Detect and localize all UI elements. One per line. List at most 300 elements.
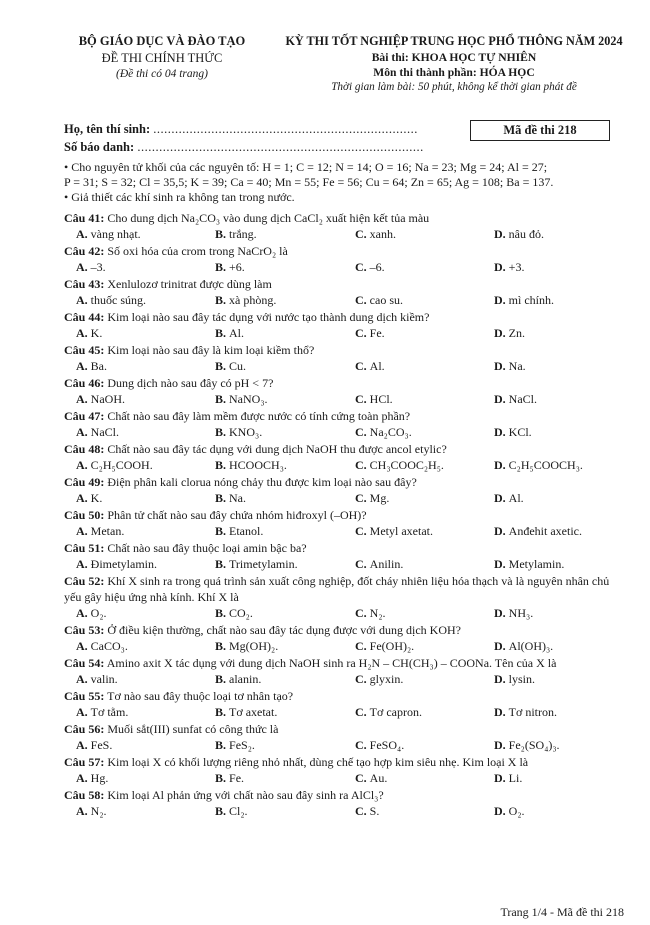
option-b	[215, 424, 262, 441]
option-letter: C.	[355, 804, 370, 818]
option-letter: D.	[494, 491, 509, 505]
official-label: ĐỀ THI CHÍNH THỨC	[101, 51, 223, 65]
option-text: NaCl.	[90, 425, 120, 439]
option-a	[76, 259, 106, 276]
answer-options	[64, 803, 624, 820]
answer-options	[64, 704, 624, 721]
option-d	[494, 523, 582, 540]
option-text: +6.	[229, 260, 245, 274]
option-letter: B.	[215, 326, 230, 340]
option-text: O₂.	[508, 804, 525, 818]
option-a	[76, 457, 153, 474]
question-stem	[64, 342, 624, 358]
option-letter: B.	[215, 606, 230, 620]
option-letter: D.	[494, 392, 509, 406]
option-text: Na.	[508, 359, 526, 373]
option-letter: D.	[494, 359, 509, 373]
option-text: Anilin.	[369, 557, 404, 571]
answer-options	[64, 671, 624, 688]
option-a	[76, 638, 128, 655]
question-number: Câu 41:	[64, 211, 105, 225]
option-text: cao su.	[369, 293, 403, 307]
question-number: Câu 49:	[64, 475, 105, 489]
question-stem	[64, 408, 624, 424]
answer-options	[64, 457, 624, 474]
option-text: Au.	[369, 771, 388, 785]
option-letter: B.	[215, 359, 230, 373]
question-43	[64, 276, 624, 309]
question-45	[64, 342, 624, 375]
option-letter: D.	[494, 804, 509, 818]
option-letter: A.	[76, 326, 91, 340]
option-a	[76, 424, 119, 441]
option-a	[76, 671, 118, 688]
option-letter: B.	[215, 392, 230, 406]
option-text: Tơ axetat.	[229, 705, 278, 719]
page-footer: Trang 1/4 - Mã đề thi 218	[500, 905, 624, 919]
option-letter: C.	[355, 639, 370, 653]
option-a	[76, 325, 102, 342]
question-number: Câu 55:	[64, 689, 105, 703]
question-stem	[64, 540, 624, 556]
option-text: K.	[90, 491, 103, 505]
option-letter: C.	[355, 606, 370, 620]
option-c	[355, 638, 414, 655]
question-52	[64, 573, 624, 622]
question-number: Câu 45:	[64, 343, 105, 357]
option-text: Na₂CO₃.	[369, 425, 412, 439]
question-text: Kim loại X có khối lượng riêng nhỏ nhất, dùng chế tạo hợp kim siêu nhẹ. Kim loại X là	[107, 755, 529, 769]
option-letter: A.	[76, 293, 91, 307]
exam-title: KỲ THI TỐT NGHIỆP TRUNG HỌC PHỔ THÔNG NĂM 2024	[285, 34, 623, 48]
question-stem	[64, 276, 624, 292]
question-number: Câu 57:	[64, 755, 105, 769]
question-number: Câu 42:	[64, 244, 105, 258]
question-stem	[64, 754, 624, 770]
option-text: NaCl.	[508, 392, 538, 406]
option-letter: D.	[494, 738, 509, 752]
option-b	[215, 259, 245, 276]
answer-options	[64, 391, 624, 408]
option-text: CaCO₃.	[90, 639, 128, 653]
option-text: NH₃.	[508, 606, 534, 620]
option-text: valin.	[90, 672, 118, 686]
question-56	[64, 721, 624, 754]
option-c	[355, 671, 403, 688]
subject-title: Môn thi thành phần: HÓA HỌC	[373, 66, 535, 79]
option-letter: A.	[76, 738, 91, 752]
option-d	[494, 490, 524, 507]
header-right	[272, 34, 636, 93]
option-a	[76, 605, 107, 622]
option-c	[355, 259, 385, 276]
option-letter: A.	[76, 606, 91, 620]
option-letter: C.	[355, 557, 370, 571]
question-number: Câu 53:	[64, 623, 105, 637]
option-text: Đimetylamin.	[90, 557, 157, 571]
question-49	[64, 474, 624, 507]
option-text: lysin.	[508, 672, 536, 686]
option-letter: B.	[215, 672, 230, 686]
question-text: Tơ nào sau đây thuộc loại tơ nhân tạo?	[107, 689, 294, 703]
option-b	[215, 556, 298, 573]
option-letter: A.	[76, 359, 91, 373]
option-d	[494, 457, 583, 474]
option-letter: C.	[355, 524, 370, 538]
option-b	[215, 737, 255, 754]
option-letter: B.	[215, 557, 230, 571]
question-50	[64, 507, 624, 540]
atomic-mass-note-2: P = 31; S = 32; Cl = 35,5; K = 39; Ca = 40; Mn = 55; Fe = 56; Cu = 64; Zn = 65; Ag = 108; Ba = 137.	[64, 175, 554, 189]
option-letter: B.	[215, 458, 230, 472]
option-text: N₂.	[90, 804, 107, 818]
option-letter: C.	[355, 458, 370, 472]
question-text: Phân tử chất nào sau đây chứa nhóm hiđroxyl (–OH)?	[107, 508, 367, 522]
option-letter: B.	[215, 260, 230, 274]
option-letter: A.	[76, 392, 91, 406]
option-letter: B.	[215, 639, 230, 653]
option-text: C₂H₅COOH.	[90, 458, 153, 472]
option-text: NaOH.	[90, 392, 125, 406]
question-text: Dung dịch nào sau đây có pH < 7?	[107, 376, 274, 390]
option-letter: A.	[76, 425, 91, 439]
option-text: HCl.	[369, 392, 393, 406]
option-c	[355, 523, 433, 540]
answer-options	[64, 638, 624, 655]
option-letter: D.	[494, 606, 509, 620]
name-field: .........................................................................	[153, 122, 418, 136]
header-left	[62, 34, 262, 80]
option-text: Ba.	[90, 359, 108, 373]
option-b	[215, 292, 276, 309]
option-c	[355, 490, 389, 507]
option-b	[215, 226, 257, 243]
question-number: Câu 58:	[64, 788, 105, 802]
gas-note: • Giả thiết các khí sinh ra không tan trong nước.	[64, 190, 295, 204]
option-letter: A.	[76, 491, 91, 505]
option-letter: D.	[494, 705, 509, 719]
option-d	[494, 325, 525, 342]
question-text: Kim loại nào sau đây tác dụng với nước tạo thành dung dịch kiềm?	[107, 310, 430, 324]
option-text: –3.	[90, 260, 106, 274]
option-text: O₂.	[90, 606, 107, 620]
option-text: Metylamin.	[508, 557, 565, 571]
option-b	[215, 391, 268, 408]
option-c	[355, 737, 404, 754]
question-51	[64, 540, 624, 573]
option-letter: C.	[355, 326, 370, 340]
option-c	[355, 391, 393, 408]
option-text: +3.	[508, 260, 525, 274]
option-letter: D.	[494, 227, 509, 241]
option-b	[215, 803, 248, 820]
option-letter: C.	[355, 359, 370, 373]
question-stem	[64, 787, 624, 803]
option-d	[494, 803, 525, 820]
question-stem	[64, 309, 624, 325]
option-text: N₂.	[369, 606, 386, 620]
option-d	[494, 638, 553, 655]
option-text: Al.	[508, 491, 524, 505]
option-letter: D.	[494, 293, 509, 307]
option-b	[215, 358, 246, 375]
answer-options	[64, 424, 624, 441]
question-text: Kim loại nào sau đây là kim loại kiềm thổ?	[107, 343, 315, 357]
question-stem	[64, 210, 624, 226]
candidate-info	[64, 120, 424, 156]
option-letter: B.	[215, 804, 230, 818]
option-letter: A.	[76, 672, 91, 686]
option-letter: C.	[355, 771, 370, 785]
option-letter: B.	[215, 738, 230, 752]
answer-options	[64, 226, 624, 243]
option-c	[355, 770, 387, 787]
option-letter: D.	[494, 771, 509, 785]
question-number: Câu 51:	[64, 541, 105, 555]
option-b	[215, 490, 246, 507]
question-text: Khí X sinh ra trong quá trình sản xuất công nghiệp, đốt cháy nhiên liệu hóa thạch và là nguyên nhân chủ yếu gây hiệu ứng nhà kính. Khí X là	[64, 574, 610, 604]
option-d	[494, 605, 533, 622]
option-text: NaNO₃.	[229, 392, 268, 406]
option-letter: D.	[494, 672, 509, 686]
option-text: CH₃COOC₂H₅.	[369, 458, 444, 472]
id-field: ...............................................................................	[137, 140, 424, 154]
question-list	[64, 210, 624, 820]
option-text: Tơ tằm.	[90, 705, 129, 719]
question-42	[64, 243, 624, 276]
option-a	[76, 391, 125, 408]
answer-options	[64, 770, 624, 787]
option-text: Al(OH)₃.	[508, 639, 554, 653]
question-53	[64, 622, 624, 655]
option-c	[355, 605, 386, 622]
option-text: KNO₃.	[229, 425, 263, 439]
option-text: Al.	[369, 359, 385, 373]
option-text: Li.	[508, 771, 523, 785]
option-text: Trimetylamin.	[229, 557, 298, 571]
question-text: Muối sắt(III) sunfat có công thức là	[107, 722, 279, 736]
option-text: Al.	[229, 326, 245, 340]
option-letter: B.	[215, 524, 230, 538]
option-letter: A.	[76, 227, 91, 241]
option-letter: D.	[494, 326, 509, 340]
option-text: Fe₂(SO₄)₃.	[508, 738, 560, 752]
option-b	[215, 770, 244, 787]
option-text: trắng.	[229, 227, 257, 241]
question-number: Câu 48:	[64, 442, 105, 456]
option-b	[215, 457, 287, 474]
option-text: vàng nhạt.	[90, 227, 141, 241]
option-b	[215, 523, 263, 540]
question-stem	[64, 375, 624, 391]
option-c	[355, 424, 412, 441]
option-c	[355, 704, 422, 721]
question-text: Amino axit X tác dụng với dung dịch NaOH sinh ra H₂N – CH(CH₃) – COONa. Tên của X là	[106, 656, 557, 670]
option-letter: B.	[215, 491, 230, 505]
answer-options	[64, 259, 624, 276]
option-text: xanh.	[369, 227, 396, 241]
option-d	[494, 292, 554, 309]
question-stem	[64, 507, 624, 523]
option-text: Mg(OH)₂.	[229, 639, 279, 653]
option-text: –6.	[369, 260, 385, 274]
option-a	[76, 226, 141, 243]
question-stem	[64, 721, 624, 737]
option-text: HCOOCH₃.	[229, 458, 287, 472]
question-54	[64, 655, 624, 688]
question-number: Câu 46:	[64, 376, 105, 390]
option-letter: C.	[355, 491, 370, 505]
option-a	[76, 803, 107, 820]
question-stem	[64, 474, 624, 490]
option-text: FeS₂.	[229, 738, 255, 752]
option-c	[355, 292, 403, 309]
option-a	[76, 523, 124, 540]
question-47	[64, 408, 624, 441]
answer-options	[64, 358, 624, 375]
question-58	[64, 787, 624, 820]
notes	[64, 160, 624, 205]
option-letter: D.	[494, 524, 509, 538]
option-a	[76, 490, 102, 507]
option-a	[76, 770, 108, 787]
option-text: Na.	[229, 491, 247, 505]
option-text: Etanol.	[229, 524, 264, 538]
option-c	[355, 358, 385, 375]
id-label: Số báo danh:	[64, 140, 135, 154]
option-letter: D.	[494, 458, 509, 472]
atomic-mass-note-1: • Cho nguyên tử khối của các nguyên tố: H = 1; C = 12; N = 14; O = 16; Na = 23; Mg = 24; Al = 27;	[64, 160, 548, 174]
option-letter: B.	[215, 425, 230, 439]
option-d	[494, 358, 526, 375]
option-text: Hg.	[90, 771, 109, 785]
question-number: Câu 47:	[64, 409, 105, 423]
question-stem	[64, 688, 624, 704]
question-text: Cho dung dịch Na₂CO₃ vào dung dịch CaCl₂ xuất hiện kết tủa màu	[107, 211, 430, 225]
option-letter: D.	[494, 557, 509, 571]
ministry-title: BỘ GIÁO DỤC VÀ ĐÀO TẠO	[78, 34, 246, 48]
option-letter: D.	[494, 425, 509, 439]
option-text: FeSO₄.	[369, 738, 405, 752]
option-a	[76, 704, 128, 721]
option-b	[215, 638, 278, 655]
question-number: Câu 50:	[64, 508, 105, 522]
option-text: Fe.	[369, 326, 385, 340]
option-text: Zn.	[508, 326, 526, 340]
option-text: Tơ nitron.	[508, 705, 558, 719]
answer-options	[64, 605, 624, 622]
question-stem	[64, 441, 624, 457]
question-text: Ở điều kiện thường, chất nào sau đây tác dụng được với dung dịch KOH?	[107, 623, 461, 637]
option-letter: B.	[215, 293, 230, 307]
option-letter: C.	[355, 672, 370, 686]
exam-code-box: Mã đề thi 218	[470, 120, 610, 141]
question-stem	[64, 243, 624, 259]
question-number: Câu 56:	[64, 722, 105, 736]
option-letter: A.	[76, 639, 91, 653]
option-text: Metyl axetat.	[369, 524, 433, 538]
question-number: Câu 43:	[64, 277, 105, 291]
option-letter: A.	[76, 260, 91, 274]
option-text: K.	[90, 326, 103, 340]
option-letter: C.	[355, 738, 370, 752]
question-number: Câu 52:	[64, 574, 105, 588]
option-text: alanin.	[229, 672, 262, 686]
page-count-note: (Đề thi có 04 trang)	[116, 68, 208, 80]
answer-options	[64, 737, 624, 754]
option-text: KCl.	[508, 425, 532, 439]
option-text: glyxin.	[369, 672, 404, 686]
option-text: S.	[369, 804, 380, 818]
answer-options	[64, 325, 624, 342]
question-text: Chất nào sau đây tác dụng với dung dịch NaOH thu được ancol etylic?	[107, 442, 447, 456]
option-d	[494, 424, 532, 441]
option-text: Fe.	[229, 771, 245, 785]
option-c	[355, 226, 396, 243]
option-b	[215, 671, 261, 688]
option-letter: A.	[76, 524, 91, 538]
option-letter: B.	[215, 227, 230, 241]
answer-options	[64, 292, 624, 309]
option-letter: A.	[76, 458, 91, 472]
question-text: Điện phân kali clorua nóng chảy thu được kim loại nào sau đây?	[107, 475, 417, 489]
section-title: Bài thi: KHOA HỌC TỰ NHIÊN	[371, 51, 537, 64]
question-stem	[64, 655, 624, 671]
option-letter: C.	[355, 227, 370, 241]
option-letter: C.	[355, 260, 370, 274]
option-text: Fe(OH)₂.	[369, 639, 415, 653]
answer-options	[64, 490, 624, 507]
option-text: C₂H₅COOCH₃.	[508, 458, 583, 472]
option-d	[494, 704, 557, 721]
option-letter: A.	[76, 705, 91, 719]
option-d	[494, 770, 522, 787]
option-letter: B.	[215, 771, 230, 785]
question-text: Chất nào sau đây thuộc loại amin bậc ba?	[107, 541, 307, 555]
question-text: Xenlulozơ trinitrat được dùng làm	[107, 277, 272, 291]
name-label: Họ, tên thí sinh:	[64, 122, 151, 136]
option-text: thuốc súng.	[90, 293, 147, 307]
option-d	[494, 226, 544, 243]
option-letter: A.	[76, 557, 91, 571]
question-46	[64, 375, 624, 408]
question-44	[64, 309, 624, 342]
question-text: Chất nào sau đây làm mềm được nước có tính cứng toàn phần?	[107, 409, 411, 423]
option-letter: C.	[355, 293, 370, 307]
option-letter: D.	[494, 260, 509, 274]
option-text: Tơ capron.	[369, 705, 422, 719]
answer-options	[64, 556, 624, 573]
question-text: Kim loại Al phản ứng với chất nào sau đây sinh ra AlCl₃?	[107, 788, 384, 802]
option-d	[494, 259, 524, 276]
option-text: xà phòng.	[229, 293, 277, 307]
option-text: Cl₂.	[229, 804, 248, 818]
option-c	[355, 556, 403, 573]
option-letter: D.	[494, 639, 509, 653]
option-letter: C.	[355, 392, 370, 406]
option-letter: B.	[215, 705, 230, 719]
option-d	[494, 391, 537, 408]
option-a	[76, 292, 146, 309]
option-letter: A.	[76, 771, 91, 785]
option-text: Mg.	[369, 491, 390, 505]
option-letter: A.	[76, 804, 91, 818]
option-text: Cu.	[229, 359, 247, 373]
question-stem	[64, 622, 624, 638]
time-note: Thời gian làm bài: 50 phút, không kể thời gian phát đề	[331, 81, 577, 93]
question-stem	[64, 573, 624, 605]
question-55	[64, 688, 624, 721]
